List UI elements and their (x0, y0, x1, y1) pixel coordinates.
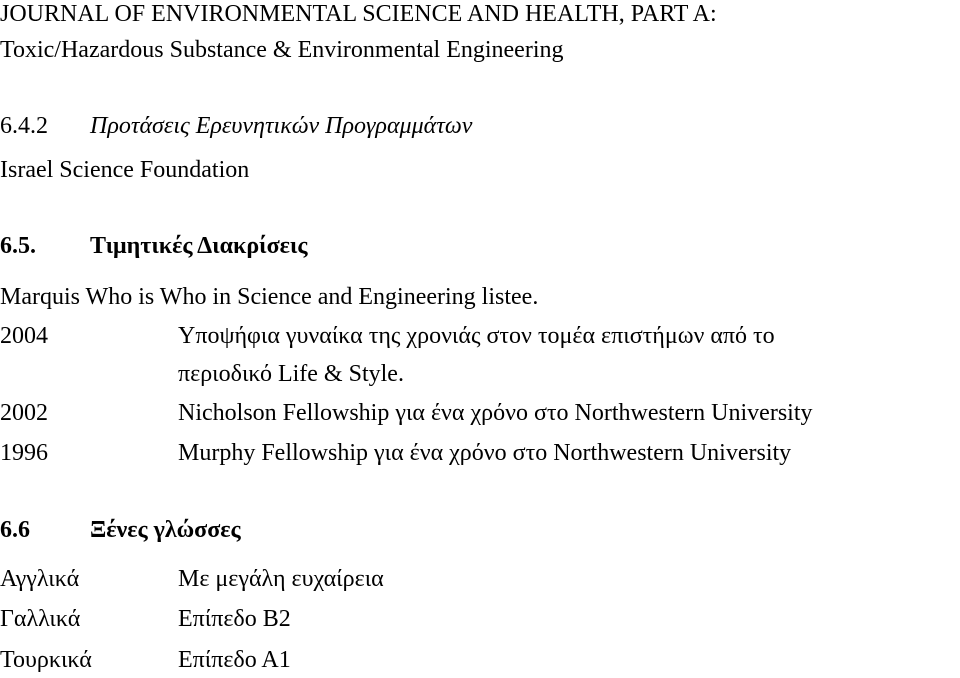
award-row (0, 401, 960, 431)
award-row-continuation (0, 362, 960, 392)
language-level: Επίπεδο Β2 (178, 606, 291, 632)
section-642-title: Προτάσεις Ερευνητικών Προγραμμάτων (90, 113, 473, 139)
award-text: Υποψήφια γυναίκα της χρονιάς στον τομέα επιστήμων από το (178, 323, 775, 349)
language-row (0, 567, 960, 597)
award-year: 2002 (0, 400, 48, 426)
section-65-title: Τιμητικές Διακρίσεις (90, 233, 308, 259)
language-name: Γαλλικά (0, 606, 81, 632)
award-row (0, 324, 960, 354)
section-65-heading (0, 234, 308, 258)
language-name: Αγγλικά (0, 566, 80, 592)
award-year: 1996 (0, 440, 48, 466)
section-642-item: Israel Science Foundation (0, 157, 250, 183)
award-year: 2004 (0, 323, 48, 349)
language-level: Επίπεδο Α1 (178, 647, 291, 673)
section-642-heading (0, 114, 472, 138)
language-row (0, 648, 960, 678)
language-name: Τουρκικά (0, 647, 92, 673)
section-66-heading (0, 518, 241, 542)
award-text: Murphy Fellowship για ένα χρόνο στο Northwestern University (178, 440, 792, 466)
award-row (0, 441, 960, 471)
section-65-number: 6.5. (0, 233, 36, 259)
journal-title-line2: Toxic/Hazardous Substance & Environmental Engineering (0, 37, 564, 63)
award-text-continuation: περιοδικό Life & Style. (178, 361, 404, 387)
section-66-title: Ξένες γλώσσες (90, 517, 241, 543)
section-642-number: 6.4.2 (0, 113, 48, 139)
section-65-intro: Marquis Who is Who in Science and Engineering listee. (0, 284, 539, 310)
journal-title-line1: JOURNAL OF ENVIRONMENTAL SCIENCE AND HEALTH, PART A: (0, 1, 717, 27)
language-level: Με μεγάλη ευχαίρεια (178, 566, 384, 592)
section-66-number: 6.6 (0, 517, 30, 543)
language-row (0, 607, 960, 637)
award-text: Nicholson Fellowship για ένα χρόνο στο Northwestern University (178, 400, 813, 426)
